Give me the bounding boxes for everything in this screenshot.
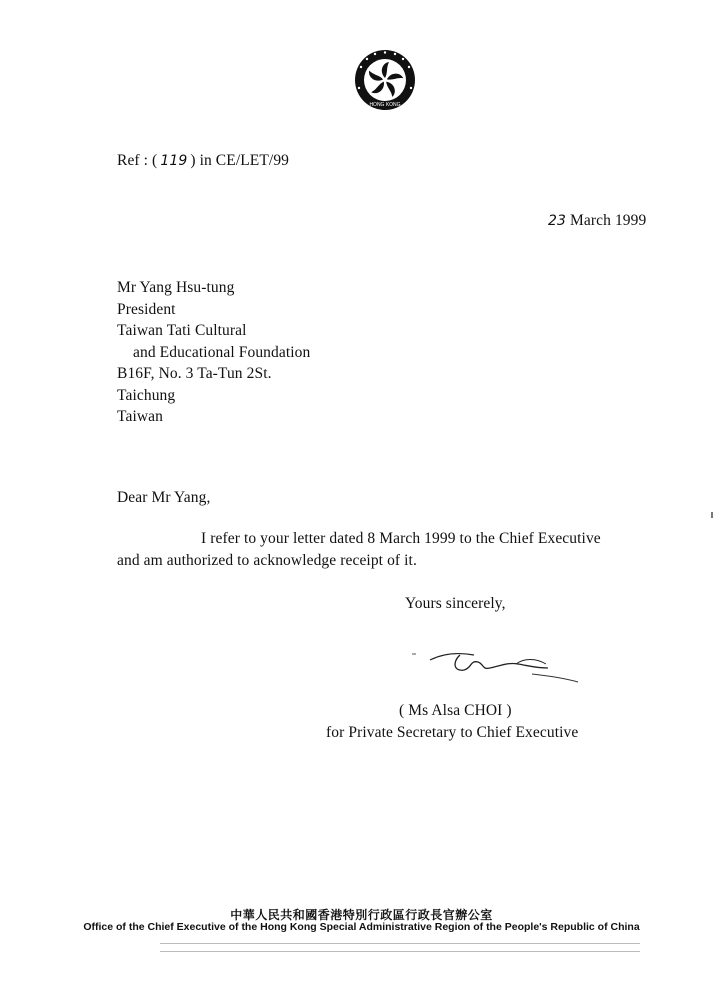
body-line-1: I refer to your letter dated 8 March 1999 to the Chief Executive bbox=[201, 530, 601, 547]
ref-suffix: ) in CE/LET/99 bbox=[190, 152, 290, 169]
emblem-text: HONG KONG bbox=[369, 102, 401, 108]
signer-title: for Private Secretary to Chief Executive bbox=[326, 724, 579, 741]
body-line-2: and am authorized to acknowledge receipt of it. bbox=[117, 552, 417, 569]
footer-address-illegible bbox=[160, 939, 640, 961]
closing: Yours sincerely, bbox=[405, 595, 506, 612]
reference-line bbox=[117, 152, 289, 170]
ref-number-handwritten: 119 bbox=[160, 153, 188, 169]
bauhinia-emblem-icon bbox=[350, 48, 420, 112]
recipient-title: President bbox=[117, 300, 176, 318]
scan-mark bbox=[711, 512, 713, 518]
recipient-org-line1: Taiwan Tati Cultural bbox=[117, 322, 247, 339]
footer-english: Office of the Chief Executive of the Hong Kong Special Administrative Region of the People's Republic of China bbox=[83, 921, 640, 933]
ref-prefix: Ref : ( bbox=[117, 152, 158, 169]
recipient-org-line2: and Educational Foundation bbox=[133, 343, 311, 361]
date-day-handwritten: 23 bbox=[548, 213, 567, 229]
footer-chinese: 中華人民共和國香港特別行政區行政長官辦公室 bbox=[230, 908, 493, 922]
signer-name: ( Ms Alsa CHOI ) bbox=[399, 702, 512, 719]
recipient-city: Taichung bbox=[117, 386, 176, 404]
recipient-street: B16F, No. 3 Ta-Tun 2St. bbox=[117, 365, 272, 382]
handwritten-signature bbox=[412, 646, 582, 694]
letter-date bbox=[548, 212, 646, 230]
salutation: Dear Mr Yang, bbox=[117, 489, 211, 506]
recipient-name: Mr Yang Hsu-tung bbox=[117, 279, 235, 296]
recipient-country: Taiwan bbox=[117, 408, 163, 425]
date-month-year: March 1999 bbox=[570, 212, 647, 229]
recipient-address bbox=[117, 277, 310, 428]
